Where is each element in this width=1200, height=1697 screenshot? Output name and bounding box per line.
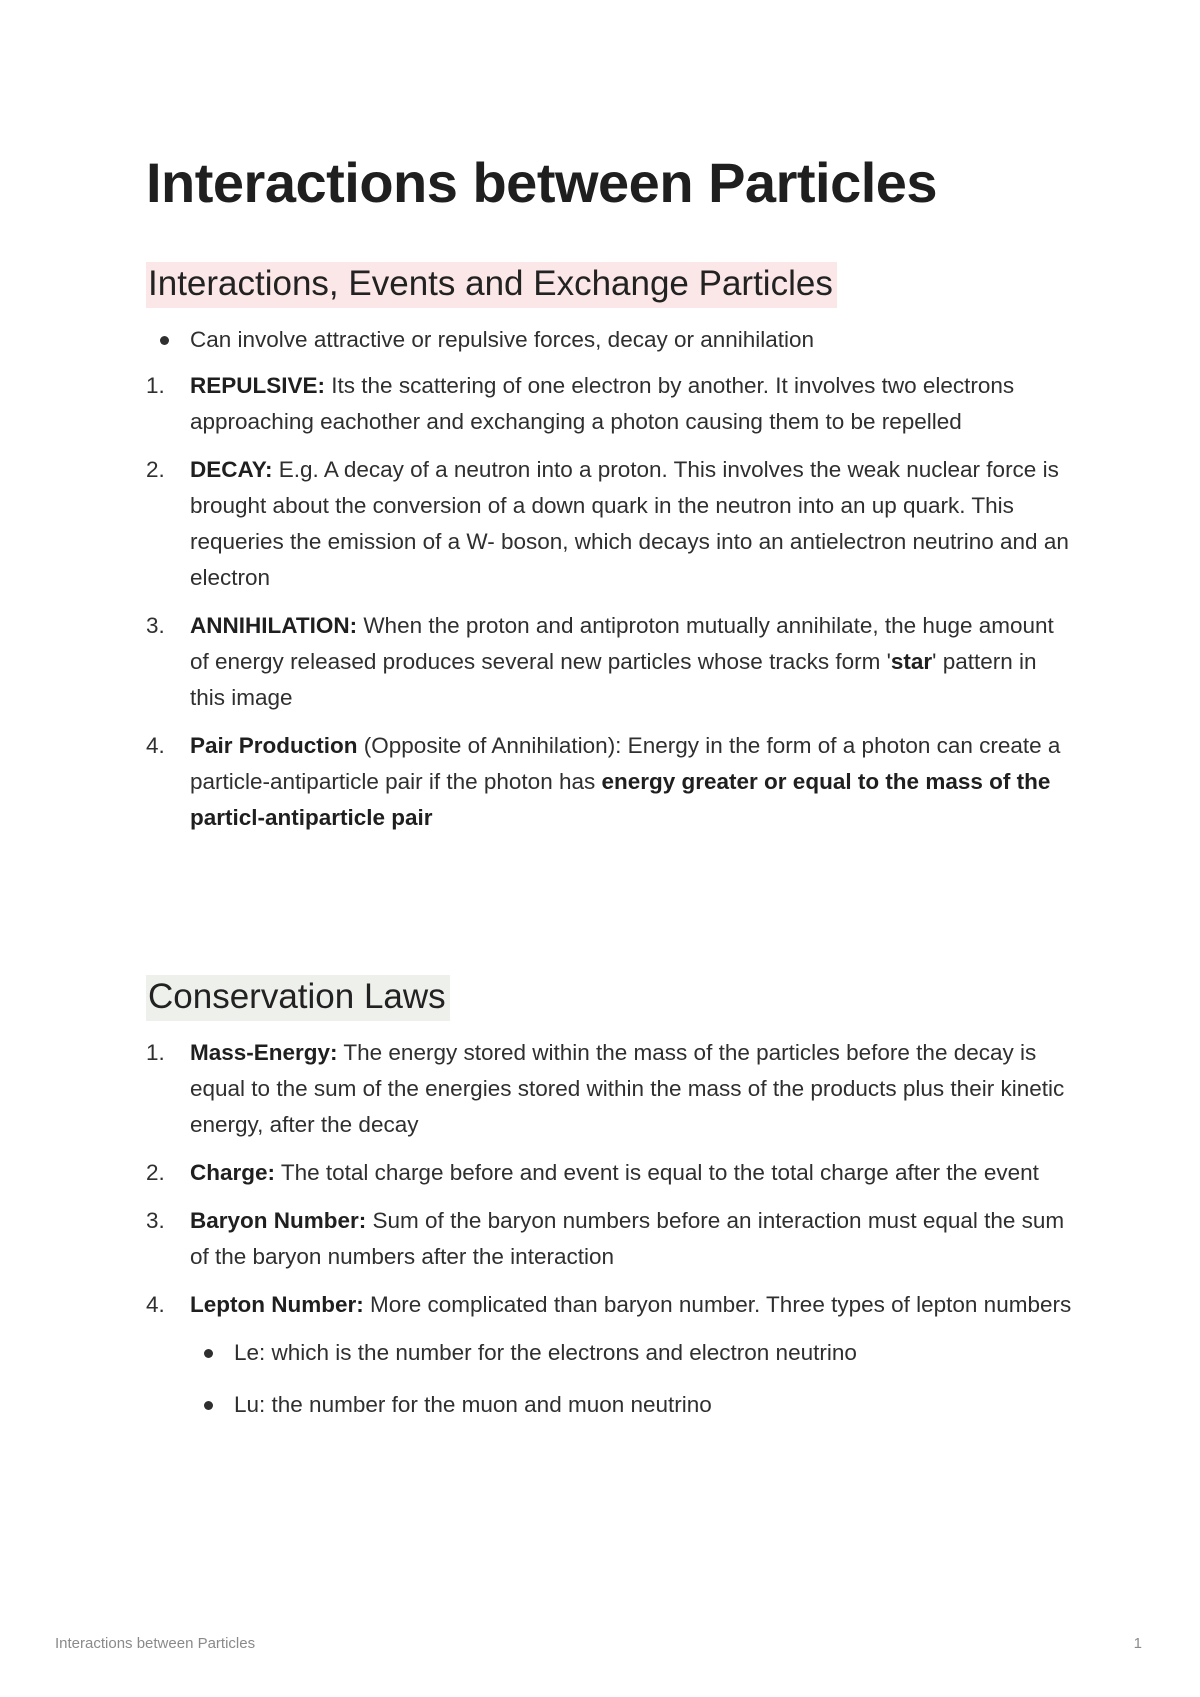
list-item	[146, 608, 1076, 716]
item-text: When the proton and antiproton mutually annihilate, the huge amount of energy released produces several new particles whose tracks form '	[190, 613, 1054, 675]
section-heading-conservation: Conservation Laws	[146, 975, 450, 1021]
footer-title: Interactions between Particles	[55, 1635, 256, 1652]
item-number: 1.	[146, 1040, 165, 1066]
item-number: 4.	[146, 1292, 165, 1318]
section-heading-interactions: Interactions, Events and Exchange Particles	[146, 262, 837, 308]
list-item	[146, 1203, 1076, 1275]
item-number: 2.	[146, 457, 165, 483]
item-label: Charge:	[190, 1160, 276, 1186]
item-number: 3.	[146, 613, 165, 639]
bullet-dot-icon	[204, 1349, 213, 1358]
list-item	[146, 728, 1076, 836]
sub-item-text: Le: which is the number for the electrons and electron neutrino	[234, 1340, 857, 1366]
item-label: Lepton Number:	[190, 1292, 364, 1318]
conservation-list	[146, 1035, 1076, 1423]
item-text: The total charge before and event is equal to the total charge after the event	[275, 1160, 1039, 1186]
item-text: (Opposite of Annihilation): Energy in the form of a photon can create a particle-antiparticle pair if the photon has	[190, 733, 1061, 795]
list-item	[146, 368, 1076, 440]
item-text: Its the scattering of one electron by another. It involves two electrons approaching eachother and exchanging a photon causing them to be repelled	[190, 373, 1015, 435]
page-title: Interactions between Particles	[146, 151, 938, 214]
item-bold: energy greater or equal to the mass of the particl-antiparticle pair	[190, 769, 1051, 831]
item-label: Mass-Energy:	[190, 1040, 338, 1066]
item-text: E.g. A decay of a neutron into a proton. This involves the weak nuclear force is brought about the conversion of a down quark in the neutron into an up quark. This requeries the emission of a W- boson, which decays into an antielectron neutrino and an electron	[190, 457, 1069, 591]
item-number: 1.	[146, 373, 165, 399]
item-label: DECAY:	[190, 457, 273, 483]
item-text: Sum of the baryon numbers before an interaction must equal the sum of the baryon numbers after the interaction	[190, 1208, 1065, 1270]
interactions-list	[146, 368, 1076, 836]
item-text: More complicated than baryon number. Three types of lepton numbers	[363, 1292, 1072, 1318]
sub-item-text: Lu: the number for the muon and muon neutrino	[234, 1392, 712, 1418]
item-label: ANNIHILATION:	[190, 613, 358, 639]
bullet-list	[146, 322, 1076, 358]
item-text-after: ' pattern in this image	[190, 649, 1037, 711]
list-item	[146, 1035, 1076, 1143]
item-number: 3.	[146, 1208, 165, 1234]
list-item	[146, 322, 1076, 358]
item-number: 2.	[146, 1160, 165, 1186]
item-bold: star	[890, 649, 933, 675]
bullet-dot-icon	[160, 336, 169, 345]
item-label: Pair Production	[190, 733, 358, 759]
item-number: 4.	[146, 733, 165, 759]
list-item	[190, 1387, 1076, 1423]
bullet-dot-icon	[204, 1401, 213, 1410]
section-interactions	[146, 262, 1076, 848]
item-label: Baryon Number:	[190, 1208, 367, 1234]
page-number: 1	[1133, 1635, 1142, 1652]
list-item	[146, 1287, 1076, 1423]
list-item	[146, 1155, 1076, 1191]
item-text: The energy stored within the mass of the particles before the decay is equal to the sum of the energies stored within the mass of the products plus their kinetic energy, after the decay	[190, 1040, 1065, 1138]
list-item	[190, 1335, 1076, 1371]
bullet-text: Can involve attractive or repulsive forces, decay or annihilation	[190, 327, 815, 353]
list-item	[146, 452, 1076, 596]
lepton-sub-list	[190, 1335, 1076, 1423]
item-label: REPULSIVE:	[190, 373, 326, 399]
section-conservation	[146, 975, 1076, 1439]
